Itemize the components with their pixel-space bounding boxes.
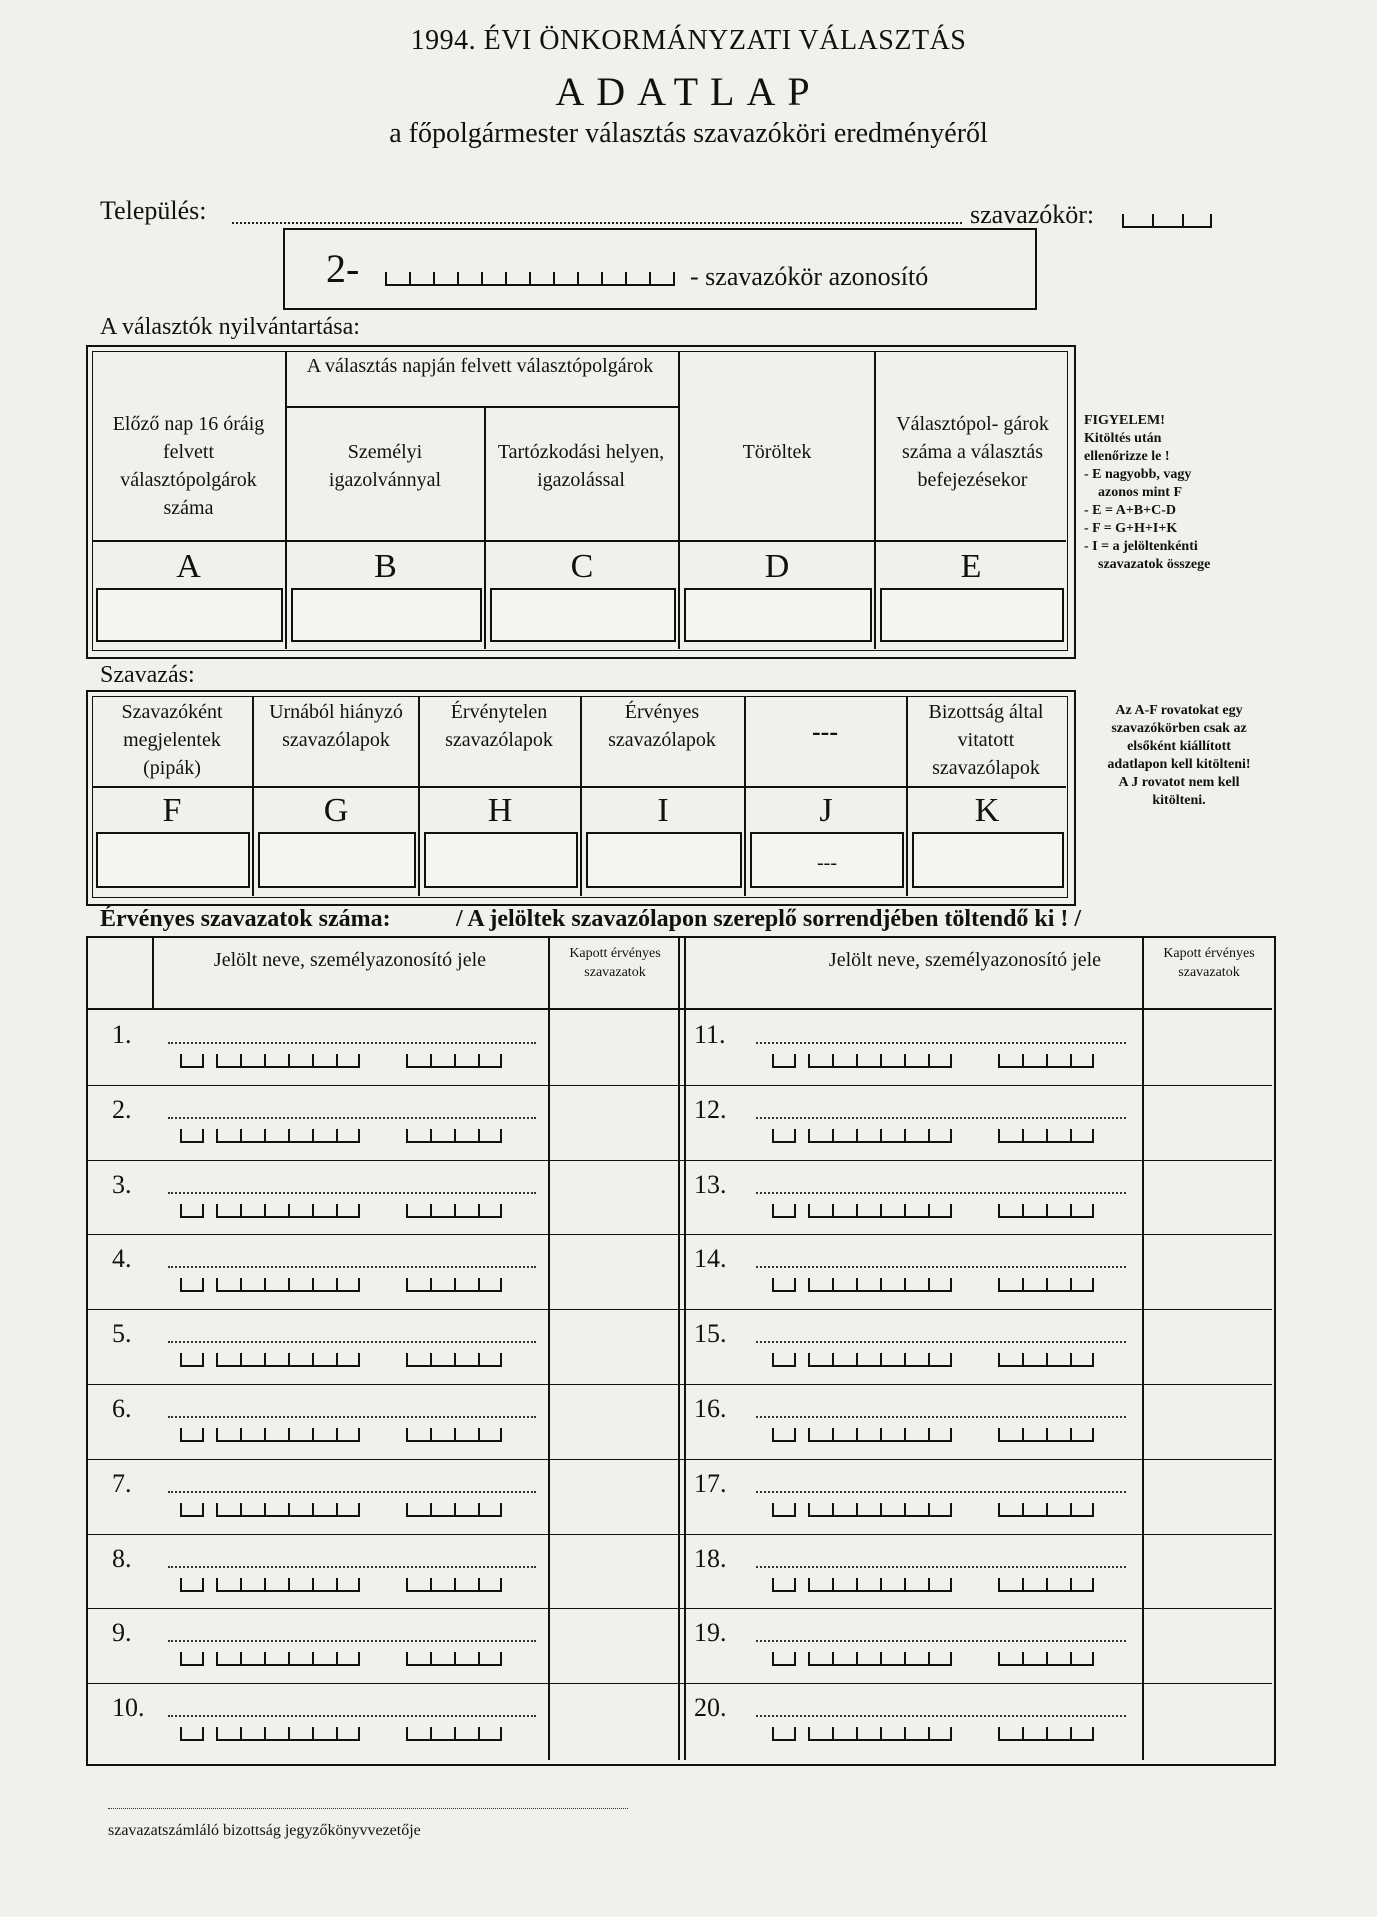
row-number: 6. [112, 1394, 132, 1423]
telepules-field[interactable] [232, 222, 962, 224]
votes-section-title: Érvényes szavazatok száma: [100, 906, 391, 932]
input-h[interactable] [424, 832, 578, 888]
row-divider [88, 1234, 1272, 1235]
candidate-id-field[interactable] [772, 1503, 796, 1517]
row-number: 20. [694, 1693, 727, 1723]
candidate-id-field[interactable] [180, 1652, 204, 1666]
candidate-id-field[interactable] [808, 1503, 952, 1517]
warning-line: - F = G+H+I+K [1084, 521, 1178, 536]
candidate-id-field[interactable] [998, 1428, 1094, 1442]
candidate-id-field[interactable] [808, 1652, 952, 1666]
azonosito-prefix: 2- [326, 246, 360, 291]
col-e-header: Választópol- gárok száma a választás befejezésekor [896, 413, 1049, 491]
warning-title: FIGYELEM! [1084, 413, 1165, 428]
col-bc-header: A választás napján felvett választópolgárok [306, 355, 654, 377]
divider [874, 351, 876, 649]
divider [285, 351, 287, 649]
candidate-id-field[interactable] [216, 1578, 360, 1592]
vote-count-field[interactable] [552, 1610, 676, 1681]
letter-k: K [974, 792, 1000, 829]
candidate-id-field[interactable] [808, 1578, 952, 1592]
candidate-name-field[interactable] [756, 1566, 1126, 1568]
candidate-id-field[interactable] [180, 1503, 204, 1517]
candidate-id-field[interactable] [772, 1578, 796, 1592]
warning-line: - E = A+B+C-D [1084, 503, 1176, 518]
candidate-id-field[interactable] [180, 1428, 204, 1442]
warning-line: azonos mint F [1098, 485, 1182, 500]
szavazokor-digits-field[interactable] [1122, 214, 1212, 228]
candidate-id-field[interactable] [998, 1503, 1094, 1517]
candidate-name-field[interactable] [756, 1117, 1126, 1119]
col-g-header: Urnából hiányzó szavazólapok [269, 701, 403, 751]
candidate-id-field[interactable] [216, 1278, 360, 1292]
row-number: 15. [694, 1319, 727, 1349]
vote-count-field[interactable] [552, 1386, 676, 1457]
voting-note-line: szavazókörben csak az [1111, 721, 1247, 736]
candidate-name-field[interactable] [168, 1341, 536, 1343]
candidate-id-field[interactable] [406, 1428, 502, 1442]
input-e[interactable] [880, 588, 1064, 642]
candidate-id-field[interactable] [998, 1652, 1094, 1666]
row-number: 16. [694, 1394, 727, 1423]
vote-count-field[interactable] [1146, 1162, 1270, 1233]
candidate-id-field[interactable] [808, 1353, 952, 1367]
form-title: ADATLAP [555, 69, 822, 114]
vote-count-field[interactable] [552, 1685, 676, 1756]
letter-d: D [764, 548, 790, 585]
form-year-heading: 1994. ÉVI ÖNKORMÁNYZATI VÁLASZTÁS [410, 25, 967, 56]
azonosito-digits-field[interactable] [385, 272, 675, 286]
candidate-id-field[interactable] [998, 1727, 1094, 1741]
szavazokor-label: szavazókör: [970, 200, 1095, 229]
candidate-id-field[interactable] [406, 1652, 502, 1666]
col-j-header: --- [812, 717, 838, 746]
left-name-header: Jelölt neve, személyazonosító jele [213, 949, 487, 971]
input-a[interactable] [96, 588, 283, 642]
input-i[interactable] [586, 832, 742, 888]
candidate-id-field[interactable] [808, 1428, 952, 1442]
row-number: 3. [112, 1169, 132, 1199]
vote-count-field[interactable] [1146, 1685, 1270, 1756]
candidate-name-field[interactable] [168, 1566, 536, 1568]
candidate-id-field[interactable] [808, 1727, 952, 1741]
candidate-name-field[interactable] [756, 1266, 1126, 1268]
candidate-id-field[interactable] [180, 1578, 204, 1592]
candidate-id-field[interactable] [772, 1278, 796, 1292]
candidate-name-field[interactable] [168, 1715, 536, 1717]
row-divider [88, 1309, 1272, 1310]
row-number: 13. [694, 1169, 727, 1199]
signature-label: szavazatszámláló bizottság jegyzőkönyvvezetője [108, 1822, 421, 1839]
candidate-id-field[interactable] [216, 1129, 360, 1143]
right-count-header: Kapott érvényes szavazatok [1163, 946, 1255, 980]
candidate-id-field[interactable] [808, 1278, 952, 1292]
row-divider [88, 1608, 1272, 1609]
candidate-name-field[interactable] [756, 1341, 1126, 1343]
row-number: 12. [694, 1094, 727, 1124]
warning-line: ellenőrizze le ! [1084, 449, 1170, 464]
row-number: 8. [112, 1543, 132, 1573]
vote-count-field[interactable] [552, 1236, 676, 1307]
input-c[interactable] [490, 588, 676, 642]
letter-b: B [374, 548, 397, 585]
row-divider [88, 1384, 1272, 1385]
candidate-name-field[interactable] [168, 1192, 536, 1194]
letter-h: H [487, 792, 513, 829]
divider [285, 406, 680, 408]
voting-section-title: Szavazás: [100, 662, 195, 688]
col-a-header: Előző nap 16 óráig felvett választópolgárok száma [112, 413, 265, 519]
warning-note [1084, 412, 1274, 574]
voting-note-line: elsőként kiállított [1127, 739, 1231, 754]
telepules-label: Település: [100, 196, 207, 225]
row-divider [88, 1459, 1272, 1460]
candidate-id-field[interactable] [216, 1652, 360, 1666]
candidate-id-field[interactable] [180, 1204, 204, 1218]
row-divider [88, 1683, 1272, 1684]
candidate-id-field[interactable] [998, 1204, 1094, 1218]
candidate-id-field[interactable] [772, 1129, 796, 1143]
row-divider [88, 1160, 1272, 1161]
row-number: 18. [694, 1543, 727, 1573]
left-count-header: Kapott érvényes szavazatok [569, 946, 661, 980]
candidate-id-field[interactable] [772, 1353, 796, 1367]
row-number: 5. [112, 1319, 132, 1349]
candidate-id-field[interactable] [180, 1353, 204, 1367]
candidate-id-field[interactable] [998, 1578, 1094, 1592]
candidate-id-field[interactable] [772, 1204, 796, 1218]
voting-note-line: kitölteni. [1152, 793, 1206, 808]
registry-section-title: A választók nyilvántartása: [100, 314, 360, 340]
row-number: 4. [112, 1244, 132, 1274]
row-number: 9. [112, 1618, 132, 1648]
vote-count-field[interactable] [1146, 1610, 1270, 1681]
warning-line: szavazatok összege [1098, 557, 1211, 572]
letter-e: E [960, 548, 982, 585]
candidate-id-field[interactable] [808, 1204, 952, 1218]
divider [678, 351, 680, 649]
vote-count-field[interactable] [1146, 1236, 1270, 1307]
row-number: 11. [694, 1020, 726, 1049]
candidate-id-field[interactable] [406, 1503, 502, 1517]
candidate-id-field[interactable] [772, 1652, 796, 1666]
letter-g: G [323, 792, 349, 829]
candidate-name-field[interactable] [756, 1042, 1126, 1044]
vote-count-field[interactable] [1146, 1536, 1270, 1607]
col-d-header: Töröltek [742, 441, 812, 463]
candidate-id-field[interactable] [808, 1054, 952, 1068]
candidate-id-field[interactable] [406, 1727, 502, 1741]
col-h-header: Érvénytelen szavazólapok [445, 701, 553, 751]
divider [548, 938, 550, 1760]
divider [92, 540, 1066, 542]
candidate-id-field[interactable] [998, 1353, 1094, 1367]
divider [678, 938, 680, 1760]
candidate-id-field[interactable] [406, 1353, 502, 1367]
input-k[interactable] [912, 832, 1064, 888]
candidate-name-field[interactable] [168, 1117, 536, 1119]
vote-count-field[interactable] [552, 1162, 676, 1233]
col-f-header: Szavazóként megjelentek (pipák) [121, 701, 223, 779]
candidate-name-field[interactable] [168, 1491, 536, 1493]
warning-line: Kitöltés után [1084, 431, 1162, 446]
vote-count-field[interactable] [552, 1536, 676, 1607]
candidate-id-field[interactable] [180, 1054, 204, 1068]
candidate-id-field[interactable] [216, 1503, 360, 1517]
input-b[interactable] [291, 588, 482, 642]
letter-a: A [176, 548, 201, 585]
candidate-id-field[interactable] [808, 1129, 952, 1143]
candidate-id-field[interactable] [216, 1054, 360, 1068]
letter-f: F [162, 792, 182, 829]
row-number: 2. [112, 1094, 132, 1124]
col-c-header: Tartózkodási helyen, igazolással [497, 441, 665, 491]
candidate-id-field[interactable] [772, 1054, 796, 1068]
vote-count-field[interactable] [1146, 1012, 1270, 1083]
candidate-name-field[interactable] [168, 1640, 536, 1642]
candidate-name-field[interactable] [168, 1042, 536, 1044]
input-g[interactable] [258, 832, 416, 888]
vote-count-field[interactable] [1146, 1461, 1270, 1532]
row-number: 1. [112, 1020, 132, 1049]
divider [484, 406, 486, 649]
vote-count-field[interactable] [1146, 1311, 1270, 1382]
candidate-name-field[interactable] [756, 1192, 1126, 1194]
candidate-id-field[interactable] [406, 1204, 502, 1218]
candidate-name-field[interactable] [756, 1416, 1126, 1418]
candidate-id-field[interactable] [998, 1129, 1094, 1143]
input-j-dashes: --- [817, 852, 837, 874]
candidate-id-field[interactable] [216, 1428, 360, 1442]
candidate-name-field[interactable] [756, 1640, 1126, 1642]
candidate-id-field[interactable] [772, 1727, 796, 1741]
input-f[interactable] [96, 832, 250, 888]
candidate-id-field[interactable] [772, 1428, 796, 1442]
candidate-id-field[interactable] [998, 1054, 1094, 1068]
row-number: 10. [112, 1693, 145, 1723]
candidate-id-field[interactable] [216, 1204, 360, 1218]
candidate-id-field[interactable] [406, 1578, 502, 1592]
vote-count-field[interactable] [1146, 1087, 1270, 1158]
divider [1142, 938, 1144, 1760]
candidate-id-field[interactable] [406, 1129, 502, 1143]
signature-line[interactable] [108, 1808, 628, 1809]
vote-count-field[interactable] [552, 1461, 676, 1532]
letter-j: J [819, 792, 833, 829]
row-number: 7. [112, 1468, 132, 1498]
col-i-header: Érvényes szavazólapok [608, 701, 716, 751]
candidate-id-field[interactable] [180, 1278, 204, 1292]
input-d[interactable] [684, 588, 872, 642]
candidate-name-field[interactable] [168, 1416, 536, 1418]
divider [92, 786, 1066, 788]
vote-count-field[interactable] [552, 1087, 676, 1158]
warning-line: - E nagyobb, vagy [1084, 467, 1192, 482]
azonosito-label: - szavazókör azonosító [690, 262, 929, 291]
candidate-id-field[interactable] [406, 1278, 502, 1292]
input-j [750, 832, 904, 888]
vote-count-field[interactable] [1146, 1386, 1270, 1457]
candidate-id-field[interactable] [180, 1129, 204, 1143]
warning-line: - I = a jelöltenkénti [1084, 539, 1198, 554]
voting-note [1082, 702, 1276, 810]
votes-instruction: / A jelöltek szavazólapon szereplő sorrendjében töltendő ki ! / [456, 906, 1082, 932]
letter-i: I [657, 792, 669, 829]
voting-note-line: adatlapon kell kitölteni! [1107, 757, 1251, 772]
row-number: 17. [694, 1468, 727, 1498]
candidate-id-field[interactable] [216, 1353, 360, 1367]
divider [684, 938, 686, 1760]
voting-note-line: A J rovatot nem kell [1118, 775, 1240, 790]
row-number: 19. [694, 1618, 727, 1648]
right-name-header: Jelölt neve, személyazonosító jele [828, 949, 1102, 971]
vote-count-field[interactable] [552, 1012, 676, 1083]
candidate-name-field[interactable] [756, 1715, 1126, 1717]
divider [88, 1008, 1272, 1010]
row-number: 14. [694, 1244, 727, 1274]
form-subtitle: a főpolgármester választás szavazóköri eredményéről [389, 118, 988, 149]
letter-c: C [570, 548, 594, 585]
row-divider [88, 1534, 1272, 1535]
candidate-id-field[interactable] [216, 1727, 360, 1741]
vote-count-field[interactable] [552, 1311, 676, 1382]
voting-note-line: Az A-F rovatokat egy [1115, 703, 1243, 718]
divider [152, 938, 154, 1010]
row-divider [88, 1085, 1272, 1086]
col-b-header: Személyi igazolvánnyal [328, 441, 442, 491]
candidate-id-field[interactable] [180, 1727, 204, 1741]
candidate-name-field[interactable] [168, 1266, 536, 1268]
candidate-id-field[interactable] [406, 1054, 502, 1068]
candidate-name-field[interactable] [756, 1491, 1126, 1493]
col-k-header: Bizottság által vitatott szavazólapok [928, 701, 1044, 779]
candidate-id-field[interactable] [998, 1278, 1094, 1292]
